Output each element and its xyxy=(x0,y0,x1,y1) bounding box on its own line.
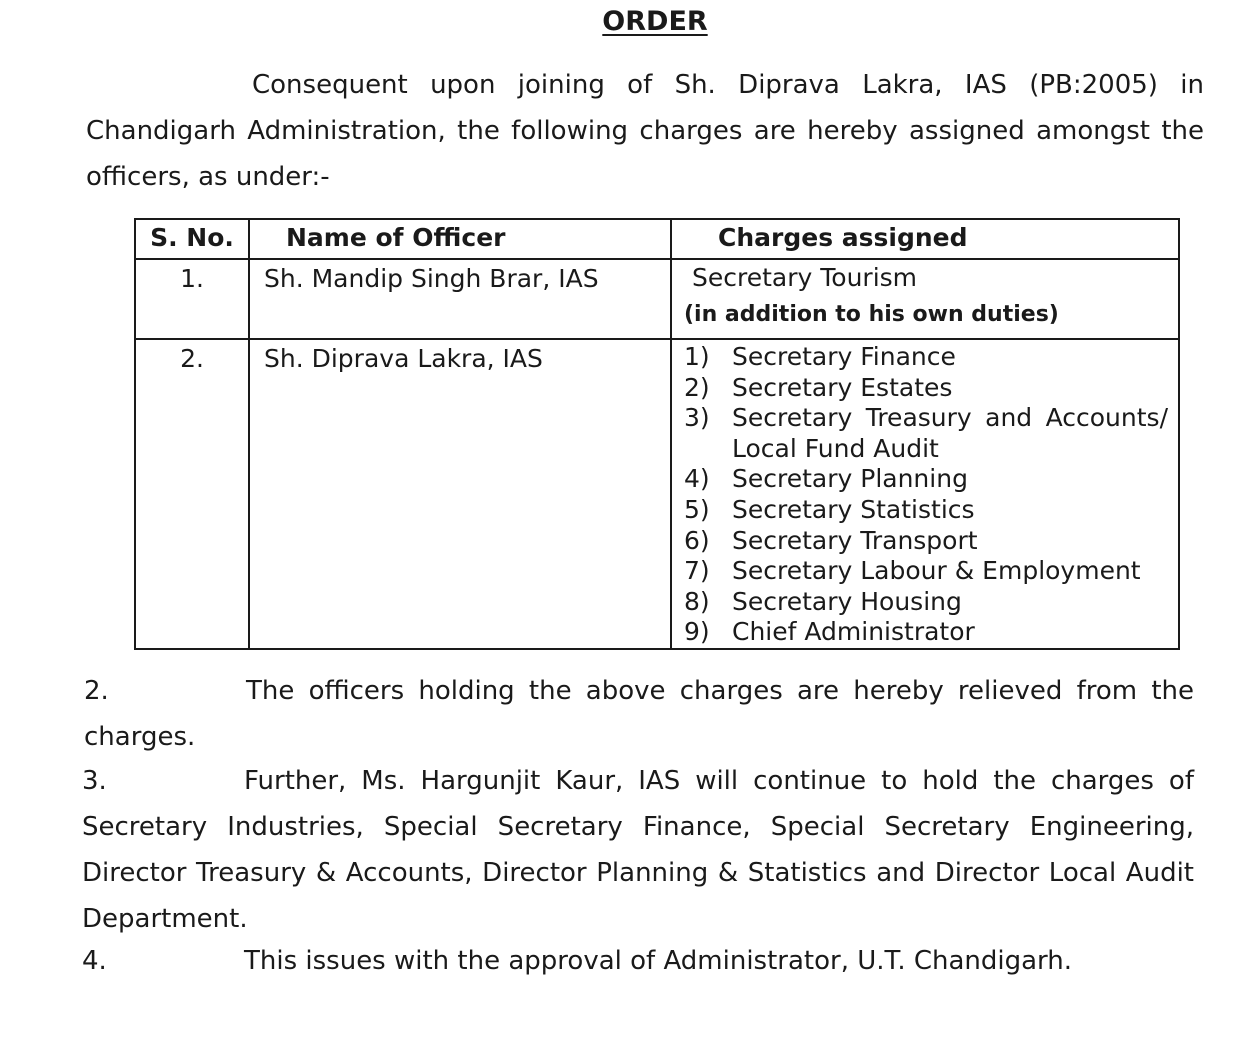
paragraph-number: 3. xyxy=(82,766,107,796)
list-item-number: 6) xyxy=(684,525,710,555)
paragraph-number: 4. xyxy=(82,946,107,976)
list-item-number: 5) xyxy=(684,494,710,524)
table-row xyxy=(135,339,1179,649)
row-officer-name: Sh. Mandip Singh Brar, IAS xyxy=(249,259,671,339)
paragraph-text: The officers holding the above charges are hereby relieved from the charges. xyxy=(84,676,1194,752)
charges-list xyxy=(672,340,1178,648)
charges-table xyxy=(134,218,1180,650)
row-sno: 1. xyxy=(135,259,249,339)
order-title: ORDER xyxy=(602,6,708,37)
table-header-row xyxy=(135,219,1179,259)
list-item xyxy=(684,617,1168,648)
list-item xyxy=(684,556,1168,587)
header-sno: S. No. xyxy=(135,219,249,259)
list-item-text: Secretary Estates xyxy=(732,372,953,402)
list-item xyxy=(684,464,1168,495)
list-item-number: 2) xyxy=(684,372,710,402)
list-item-number: 9) xyxy=(684,617,710,647)
list-item-text: Secretary Treasury and Accounts/ Local Fund Audit xyxy=(732,403,1168,463)
list-item-text: Secretary Housing xyxy=(732,586,962,616)
list-item xyxy=(684,526,1168,557)
paragraph-4 xyxy=(82,938,1194,984)
list-item-text: Secretary Planning xyxy=(732,464,968,494)
list-item-text: Secretary Statistics xyxy=(732,494,975,524)
row-officer-name: Sh. Diprava Lakra, IAS xyxy=(249,339,671,649)
list-item-text: Secretary Finance xyxy=(732,342,956,371)
row-charges xyxy=(671,339,1179,649)
row-charges xyxy=(671,259,1179,339)
table-row xyxy=(135,259,1179,339)
list-item-number: 1) xyxy=(684,342,710,371)
list-item-text: Secretary Labour & Employment xyxy=(732,556,1141,586)
paragraph-text: Further, Ms. Hargunjit Kaur, IAS will continue to hold the charges of Secretary Industries, Special Secretary Finance, Special Secretary Engineering, Director Treasury & Accounts, Director Planning & Statistics and Director Local Audit Department. xyxy=(82,766,1194,934)
list-item-number: 8) xyxy=(684,586,710,616)
list-item-text: Chief Administrator xyxy=(732,617,975,647)
paragraph-3 xyxy=(82,758,1194,942)
list-item xyxy=(684,373,1168,404)
header-name: Name of Officer xyxy=(249,219,671,259)
list-item xyxy=(684,342,1168,373)
charge-note: (in addition to his own duties) xyxy=(684,302,1059,327)
paragraph-number: 2. xyxy=(84,676,109,706)
row-sno: 2. xyxy=(135,339,249,649)
paragraph-text: This issues with the approval of Administrator, U.T. Chandigarh. xyxy=(244,946,1073,976)
list-item xyxy=(684,587,1168,618)
header-charges: Charges assigned xyxy=(671,219,1179,259)
intro-paragraph xyxy=(86,62,1204,200)
paragraph-2 xyxy=(84,668,1194,760)
intro-text: Consequent upon joining of Sh. Diprava Lakra, IAS (PB:2005) in Chandigarh Administration, the following charges are hereby assigned amongst the officers, as under:- xyxy=(86,70,1204,192)
list-item-number: 4) xyxy=(684,464,710,494)
list-item-number: 7) xyxy=(684,556,710,586)
charge-item: Secretary Tourism xyxy=(692,263,918,292)
list-item-text: Secretary Transport xyxy=(732,525,978,555)
list-item xyxy=(684,495,1168,526)
list-item-number: 3) xyxy=(684,403,710,433)
list-item xyxy=(684,403,1168,464)
